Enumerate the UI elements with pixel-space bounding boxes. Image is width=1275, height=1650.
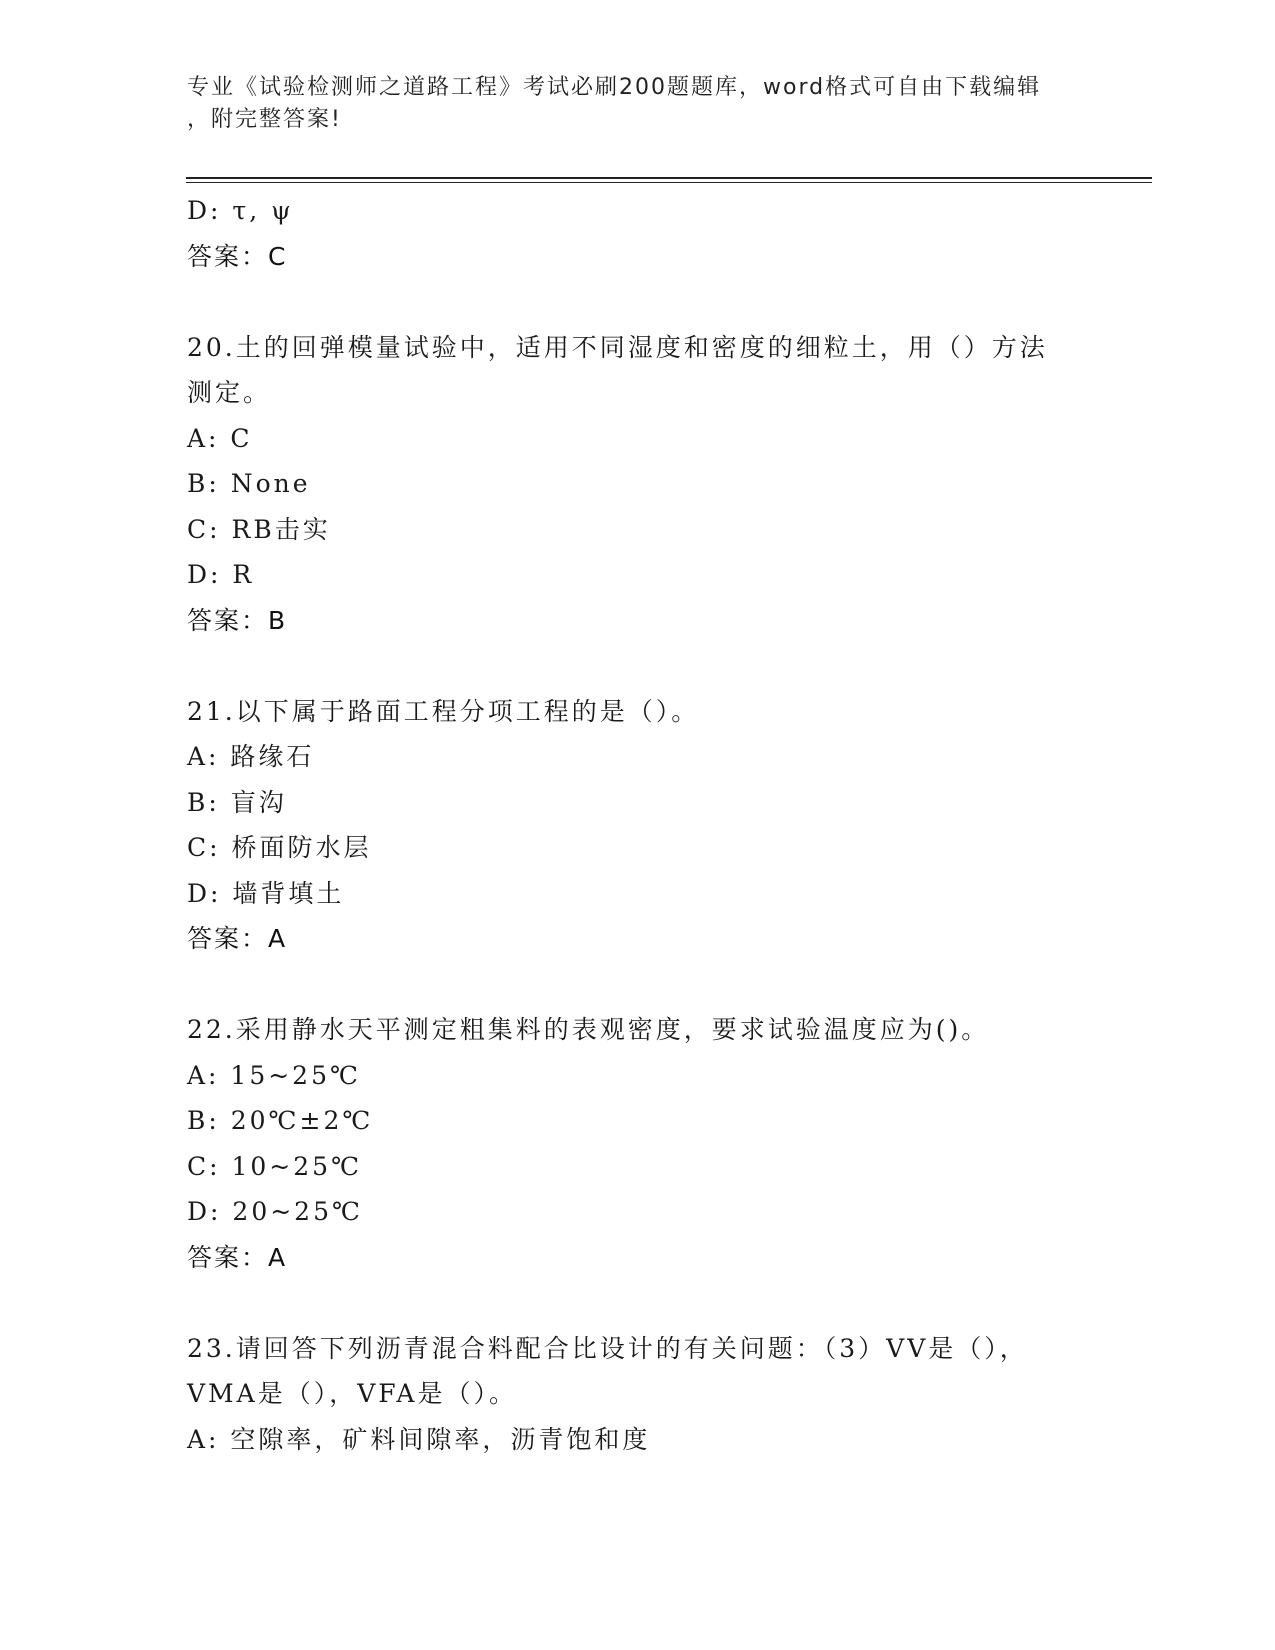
question-21-option-a: A: 路缘石 [187, 742, 315, 771]
question-22 [187, 1007, 1087, 1280]
spacer [187, 279, 1087, 325]
question-22-option-d: D: 20~25℃ [187, 1197, 363, 1226]
question-23 [187, 1326, 1087, 1463]
spacer [187, 643, 1087, 689]
question-21-option-d: D: 墙背填土 [187, 878, 345, 908]
question-20-stem-line-1: 20.土的回弹模量试验中，适用不同湿度和密度的细粒土，用（）方法 [187, 332, 1048, 362]
question-20-stem-line-2: 测定。 [187, 378, 272, 407]
question-22-option-b: B: 20℃±2℃ [187, 1106, 374, 1135]
question-20-option-c: C: RB击实 [187, 514, 331, 544]
question-22-option-c: C: 10~25℃ [187, 1151, 363, 1181]
question-21-answer: 答案：A [187, 924, 288, 953]
header-divider-thin [186, 182, 1152, 183]
question-20-answer: 答案：B [187, 605, 288, 635]
header-divider-thick [186, 177, 1152, 179]
prev-option-d: D: τ, ψ [187, 196, 294, 225]
question-20-option-d: D: R [187, 560, 255, 589]
question-23-option-a: A: 空隙率，矿料间隙率，沥青饱和度 [187, 1424, 651, 1454]
question-20 [187, 325, 1087, 644]
question-23-stem-line-1: 23.请回答下列沥青混合料配合比设计的有关问题：（3）VV是（）， [187, 1333, 1028, 1363]
spacer [187, 1280, 1087, 1326]
question-21-stem-line-1: 21.以下属于路面工程分项工程的是（）。 [187, 696, 700, 726]
question-22-answer: 答案：A [187, 1242, 288, 1272]
question-list [187, 188, 1087, 1462]
question-20-option-a: A: C [187, 423, 253, 453]
spacer [187, 962, 1087, 1008]
question-23-stem-line-2: VMA是（），VFA是（）。 [187, 1379, 517, 1408]
question-21 [187, 689, 1087, 962]
question-21-option-c: C: 桥面防水层 [187, 833, 372, 862]
question-21-option-b: B: 盲沟 [187, 787, 287, 817]
question-20-option-b: B: None [187, 469, 311, 498]
question-22-option-a: A: 15~25℃ [187, 1060, 361, 1090]
question-22-stem-line-1: 22.采用静水天平测定粗集料的表观密度，要求试验温度应为()。 [187, 1015, 990, 1044]
header-title-line-2: ，附完整答案! [187, 107, 342, 132]
prev-answer: 答案：C [187, 241, 288, 271]
header-title-line-1: 专业《试验检测师之道路工程》考试必刷200题题库，word格式可自由下载编辑 [187, 75, 1042, 100]
page-header [187, 72, 1067, 136]
